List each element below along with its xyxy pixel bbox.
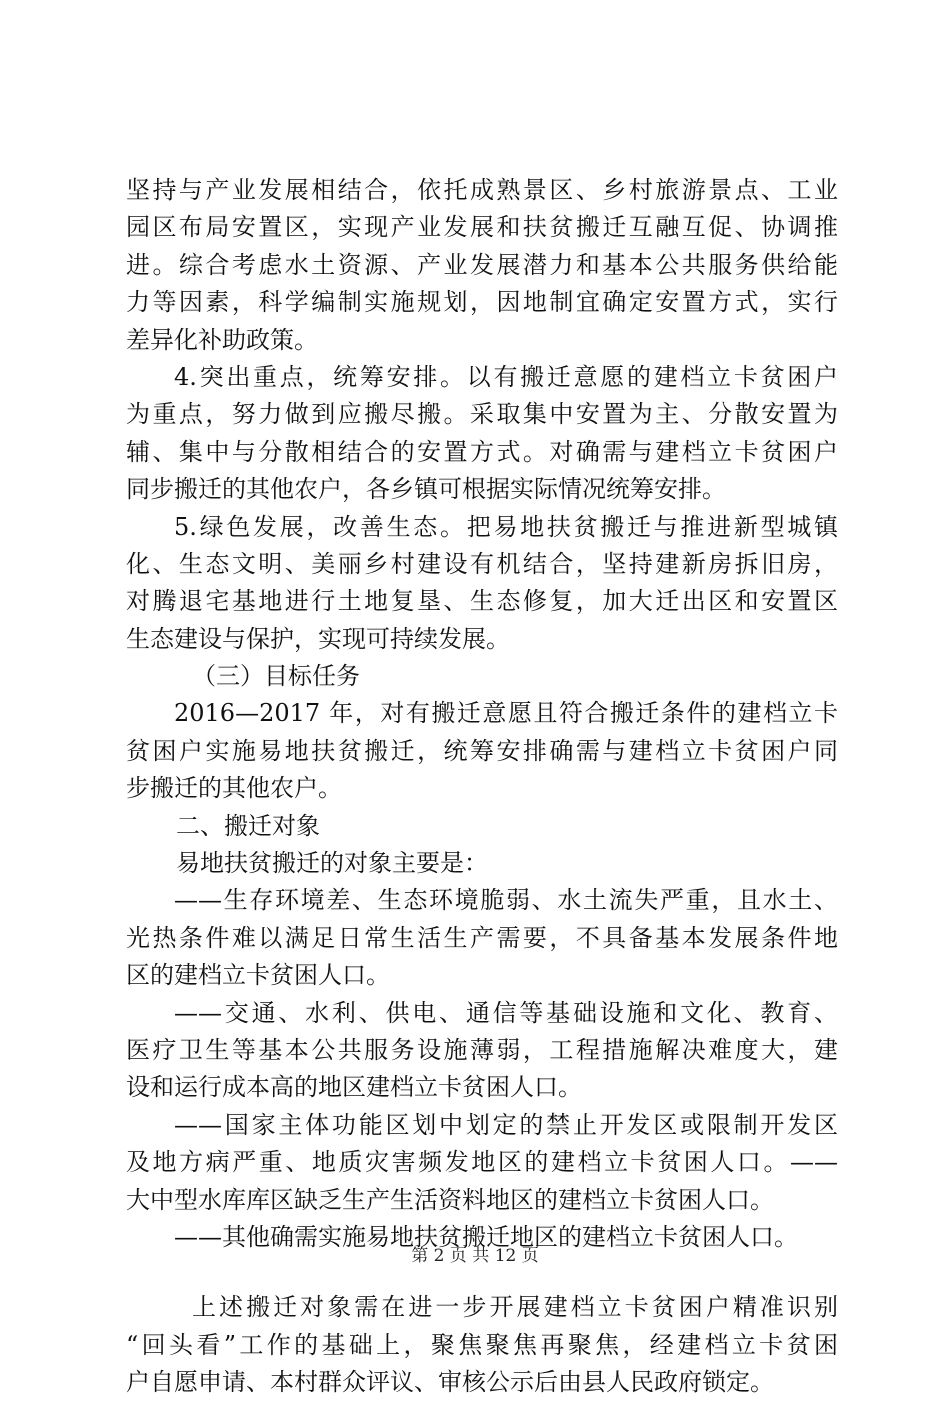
page-number-footer: 第 2 页 共 12 页 <box>411 1246 539 1266</box>
text-line: 区的建档立卡贫困人口。 <box>126 961 390 990</box>
text-line: 上述搬迁对象需在进一步开展建档立卡贫困户精准识别 <box>192 1293 838 1322</box>
text-line: 差异化补助政策。 <box>126 325 318 354</box>
text-line: 进。综合考虑水土资源、产业发展潜力和基本公共服务供给能 <box>126 250 838 279</box>
text-line: 贫困户实施易地扶贫搬迁，统筹安排确需与建档立卡贫困户同 <box>126 736 838 765</box>
text-line: 步搬迁的其他农户。 <box>126 774 342 803</box>
text-line: 生态建设与保护，实现可持续发展。 <box>126 624 510 653</box>
text-line: 化、生态文明、美丽乡村建设有机结合，坚持建新房拆旧房， <box>126 549 838 578</box>
text-line: 辅、集中与分散相结合的安置方式。对确需与建档立卡贫困户 <box>126 437 838 466</box>
text-line: ——交通、水利、供电、通信等基础设施和文化、教育、 <box>174 998 838 1027</box>
text-line: 设和运行成本高的地区建档立卡贫困人口。 <box>126 1073 582 1102</box>
text-line: “回头看”工作的基础上，聚焦聚焦再聚焦，经建档立卡贫困 <box>126 1330 838 1359</box>
text-line: 坚持与产业发展相结合，依托成熟景区、乡村旅游景点、工业 <box>126 176 838 204</box>
text-line: 4.突出重点，统筹安排。以有搬迁意愿的建档立卡贫困户 <box>174 362 838 391</box>
text-line: 力等因素，科学编制实施规划，因地制宜确定安置方式，实行 <box>126 288 838 317</box>
text-line: 为重点，努力做到应搬尽搬。采取集中安置为主、分散安置为 <box>126 400 838 429</box>
text-line: 大中型水库库区缺乏生产生活资料地区的建档立卡贫困人口。 <box>126 1185 774 1214</box>
text-line: 2016—2017 年，对有搬迁意愿且符合搬迁条件的建档立卡 <box>174 699 838 728</box>
section-heading: （三）目标任务 <box>192 662 360 691</box>
section-heading: 二、搬迁对象 <box>176 811 320 840</box>
text-line: 对腾退宅基地进行土地复垦、生态修复，加大迁出区和安置区 <box>126 587 838 616</box>
text-line: 光热条件难以满足日常生活生产需要，不具备基本发展条件地 <box>126 923 838 952</box>
text-line: 医疗卫生等基本公共服务设施薄弱，工程措施解决难度大，建 <box>126 1035 838 1064</box>
text-line: 同步搬迁的其他农户，各乡镇可根据实际情况统筹安排。 <box>126 475 726 504</box>
text-line: 易地扶贫搬迁的对象主要是： <box>176 849 488 878</box>
text-line: 5.绿色发展，改善生态。把易地扶贫搬迁与推进新型城镇 <box>174 512 838 541</box>
text-line: ——国家主体功能区划中划定的禁止开发区或限制开发区 <box>174 1110 838 1139</box>
text-line: 户自愿申请、本村群众评议、审核公示后由县人民政府锁定。 <box>126 1368 774 1397</box>
text-line: ——生存环境差、生态环境脆弱、水土流失严重，且水土、 <box>174 886 838 915</box>
text-line: 及地方病严重、地质灾害频发地区的建档立卡贫困人口。—— <box>126 1148 838 1177</box>
text-line: ——其他确需实施易地扶贫搬迁地区的建档立卡贫困人口。 <box>174 1222 798 1251</box>
text-line: 园区布局安置区，实现产业发展和扶贫搬迁互融互促、协调推 <box>126 213 838 242</box>
document-body <box>126 172 838 1402</box>
